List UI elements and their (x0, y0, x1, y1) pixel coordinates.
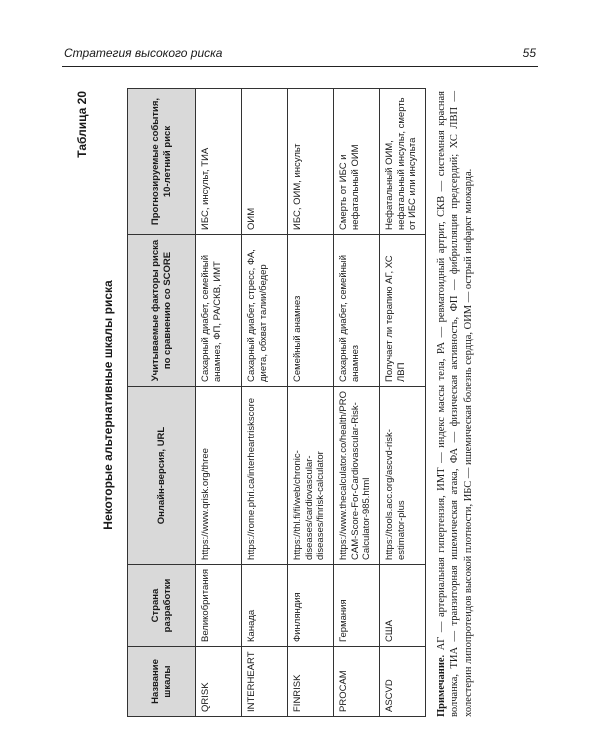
column-header: Название шкалы (128, 647, 196, 717)
table-header-row (128, 89, 196, 717)
table-cell: https://rome.phri.ca/interheartriskscore (242, 387, 288, 565)
column-header: Учитываемые факторы риска по сравнению со SCORE (128, 235, 196, 387)
table-cell: Нефатальный ОИМ, нефатальный инсульт, смерть от ИБС или инсульта (380, 89, 426, 235)
table-cell: Семейный анамнез (288, 235, 334, 387)
note-label: Примечание. (436, 654, 447, 717)
table-cell: ИБС, ОИМ, инсульт (288, 89, 334, 235)
table-cell: Канада (242, 565, 288, 647)
table-cell: Смерть от ИБС и нефатальный ОИМ (334, 89, 380, 235)
table-number: Таблица 20 (75, 91, 89, 158)
table-cell: https://tools.acc.org/ascvd-risk-estimator-plus (380, 387, 426, 565)
table-row (242, 89, 288, 717)
table-cell: https://thl.fi/fi/web/chronic-diseases/cardiovascular-diseases/finrisk-calculator (288, 387, 334, 565)
table-cell: https://www.thecalculator.co/health/PROCAM-Score-For-Cardiovascular-Risk-Calculator-985.html (334, 387, 380, 565)
table-row (334, 89, 380, 717)
column-header: Страна разработки (128, 565, 196, 647)
table-cell: QRISK (196, 647, 242, 717)
table-caption: Некоторые альтернативные шкалы риска (101, 280, 115, 530)
table-cell: ОИМ (242, 89, 288, 235)
table-note (435, 91, 475, 717)
table-cell: https://www.qrisk.org/three (196, 387, 242, 565)
running-head (62, 44, 538, 67)
page-number: 55 (522, 46, 536, 60)
table-cell: INTERHEART (242, 647, 288, 717)
table-cell: ИБС, инсульт, ТИА (196, 89, 242, 235)
column-header: Онлайн-версия, URL (128, 387, 196, 565)
table-row (288, 89, 334, 717)
column-header: Прогнозируемые события, 10-летний риск (128, 89, 196, 235)
table-cell: США (380, 565, 426, 647)
table-cell: ASCVD (380, 647, 426, 717)
table-cell: Великобритания (196, 565, 242, 647)
table-cell: Сахарный диабет, семейный анамнез (334, 235, 380, 387)
table-cell: Финляндия (288, 565, 334, 647)
table-cell: FINRISK (288, 647, 334, 717)
running-title: Стратегия высокого риска (64, 46, 223, 60)
table-cell: Сахарный диабет, семейный анамнез, ФП, РА/СКВ, ИМТ (196, 235, 242, 387)
table-row (380, 89, 426, 717)
table-cell: Получает ли терапию АГ, ХС ЛВП (380, 235, 426, 387)
table-row (196, 89, 242, 717)
table-cell: Сахарный диабет, стресс, ФА, диета, обхват талии/бедер (242, 235, 288, 387)
risk-scales-table (127, 88, 426, 717)
rotated-table-block (75, 85, 530, 725)
table-cell: Германия (334, 565, 380, 647)
note-text: АГ — артериальная гипертензия, ИМТ — индекс массы тела, РА — ревматоидный артрит, СКВ — системная красная волчанка, ТИА — транзиторная ишемическая атака, ФА — физическая активность, ФП — фибрилляция предсердий; ХС ЛВП — холестерин липопротеидов высокой плотности, ИБС — ишемическая болезнь сердца, ОИМ — острый инфаркт миокарда. (436, 91, 474, 717)
table-cell: PROCAM (334, 647, 380, 717)
